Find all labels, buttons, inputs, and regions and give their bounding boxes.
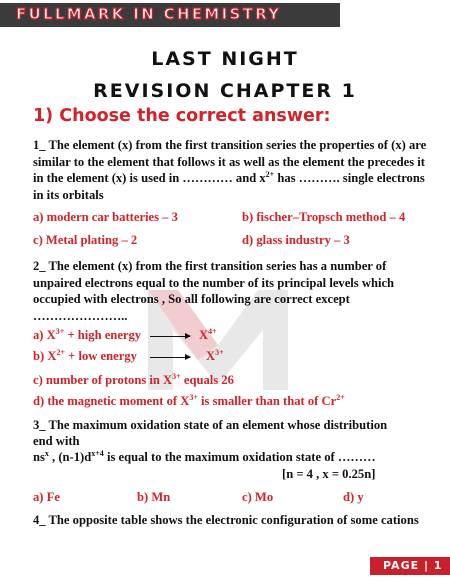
q2a-lhs-sup: 3+ [55, 327, 65, 336]
q2d-sup: 3+ [189, 393, 198, 402]
q3-condition: [n = 4 , x = 0.25n] [282, 467, 376, 481]
q2-option-a[interactable] [33, 328, 141, 343]
q3-option-a[interactable]: a) Fe [33, 490, 60, 504]
q2a-lhs-rest: + high energy [64, 328, 142, 342]
q2b-rhs-sup: 3+ [215, 348, 224, 357]
q2c-rest: equals 26 [180, 373, 234, 387]
q1-text-a: 1_ The element (x) from the first transition series the properties of (x) are similar to the element that follows it as well as the element the precedes it in the element (x) is used in ………… and x [33, 138, 427, 185]
section-heading: 1) Choose the correct answer: [33, 106, 331, 126]
q3-sup-x4: x+4 [91, 449, 104, 458]
q3-line-1: 3_ The maximum oxidation state of an element whose distribution [33, 418, 388, 432]
q1-option-a[interactable]: a) modern car batteries – 3 [33, 210, 178, 224]
q3-line-3 [33, 450, 376, 465]
q1-charge: 2+ [265, 170, 275, 179]
question-2: 2_ The element (x) from the first transition series has a number of unpaired electrons equal to the number of its principal levels which occupied with electrons , So all following are correct except ………………….. [33, 259, 395, 323]
q3-ns: ns [33, 450, 45, 464]
q2-option-d[interactable] [33, 394, 345, 409]
q3-option-d[interactable]: d) y [343, 490, 364, 504]
q2a-rhs-sup: 4+ [208, 327, 217, 336]
q2b-lhs-sup: 2+ [56, 348, 66, 357]
q3-rest: is equal to the maximum oxidation state of ……… [103, 450, 376, 464]
q2d-sup2: 2+ [336, 393, 345, 402]
q1-option-c[interactable]: c) Metal plating – 2 [33, 233, 138, 247]
q2a-lhs: a) X [33, 328, 56, 342]
q1-option-d[interactable]: d) glass industry – 3 [242, 233, 350, 247]
arrow-icon [150, 357, 190, 358]
q3-sup-x: x [44, 449, 49, 458]
question-4: 4_ The opposite table shows the electronic configuration of some cations [33, 513, 419, 527]
q2c-sup: 3+ [172, 372, 181, 381]
q2c-text: c) number of protons in X [33, 373, 173, 387]
q2-option-b[interactable] [33, 349, 137, 364]
arrow-icon [150, 336, 190, 337]
q2d-text: d) the magnetic moment of X [33, 394, 190, 408]
q2-option-a-product [199, 328, 217, 343]
page-subtitle: REVISION CHAPTER 1 [93, 80, 357, 102]
page-title: LAST NIGHT [151, 48, 299, 70]
q3-line-2: end with [33, 434, 80, 448]
q2d-mid: is smaller than that of Cr [197, 394, 337, 408]
page-number: PAGE | 1 [383, 559, 443, 572]
q2b-lhs: b) X [33, 349, 57, 363]
q3-option-b[interactable]: b) Mn [137, 490, 171, 504]
banner-title: FULLMARK IN CHEMISTRY [16, 5, 282, 23]
q2-option-b-product [206, 349, 224, 364]
question-1 [33, 137, 428, 203]
q1-option-b[interactable]: b) fischer–Tropsch method – 4 [242, 210, 406, 224]
q1-text-b: has ………. single electrons in its orbitals [33, 171, 425, 202]
q2-option-c[interactable] [33, 373, 234, 388]
q2a-rhs: X [199, 328, 209, 342]
q2b-lhs-rest: + low energy [65, 349, 137, 363]
q2b-rhs: X [206, 349, 216, 363]
q3-option-c[interactable]: c) Mo [242, 490, 274, 504]
q3-d: , (n-1)d [48, 450, 92, 464]
